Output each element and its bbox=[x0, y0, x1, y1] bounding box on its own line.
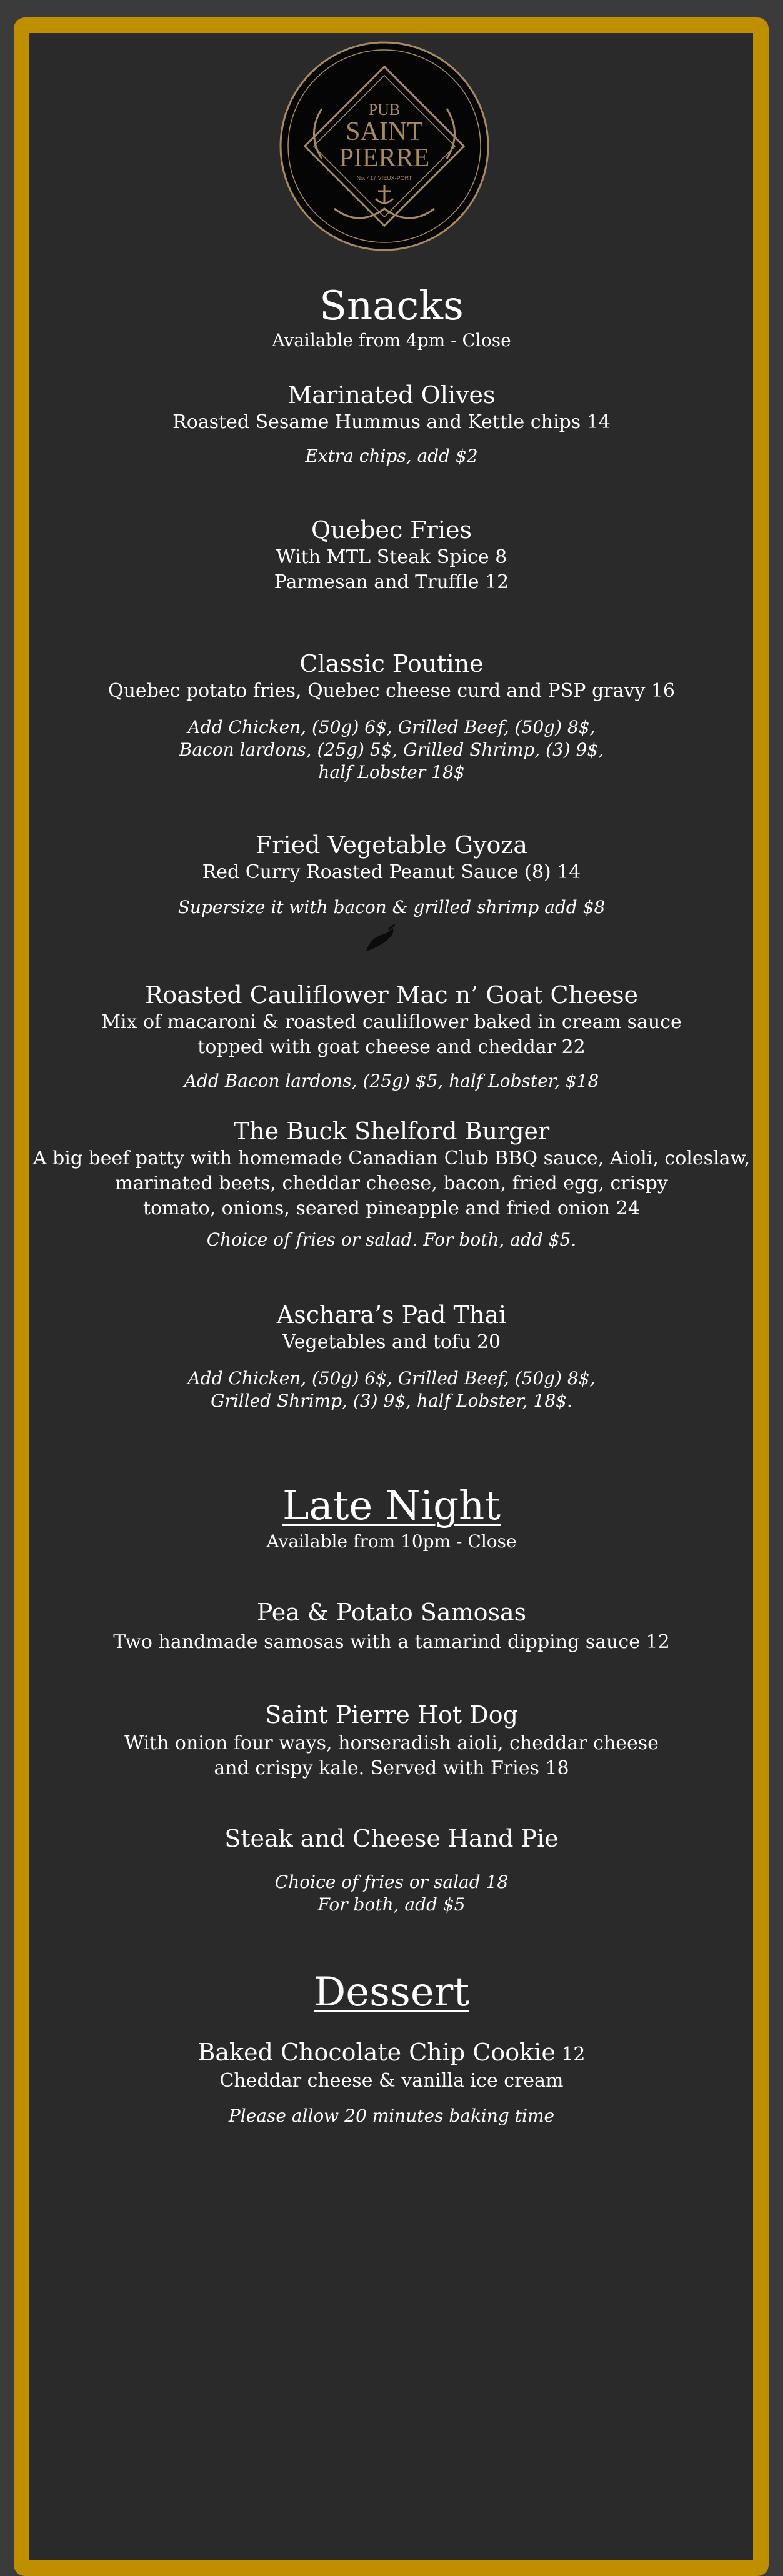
menu-item-name bbox=[0, 1117, 783, 1145]
menu-item-price: 12 bbox=[555, 2044, 586, 2065]
pub-saint-pierre-logo bbox=[278, 40, 491, 252]
logo-address-text: No. 417 VIEUX-PORT bbox=[356, 175, 412, 181]
menu-item-title: Fried Vegetable Gyoza bbox=[255, 831, 528, 859]
menu-item-note: Add Bacon lardons, (25g) $5, half Lobster, $18 bbox=[184, 1071, 599, 1091]
menu-item-description: Roasted Sesame Hummus and Kettle chips 14 bbox=[172, 411, 611, 433]
logo-pub-text: PUB bbox=[368, 101, 401, 119]
menu-item-title: Baked Chocolate Chip Cookie bbox=[197, 2039, 556, 2066]
menu-item-title: Aschara’s Pad Thai bbox=[276, 1301, 507, 1329]
menu-item-name bbox=[0, 381, 783, 409]
menu-item-name bbox=[0, 1301, 783, 1329]
snacks-availability: Available from 4pm - Close bbox=[272, 330, 511, 351]
menu-item-note: Choice of fries or salad. For both, add $5. bbox=[206, 1229, 577, 1250]
logo-saint-text: SAINT bbox=[346, 117, 423, 146]
menu-item-name bbox=[0, 516, 783, 544]
menu-item-description: With MTL Steak Spice 8 bbox=[276, 546, 507, 568]
menu-item-description: Mix of macaroni & roasted cauliflower baked in cream sauce bbox=[101, 1011, 682, 1033]
menu-item-title: Pea & Potato Samosas bbox=[256, 1599, 527, 1626]
menu-item-title: Quebec Fries bbox=[311, 516, 472, 544]
menu-item-description: Parmesan and Truffle 12 bbox=[274, 571, 509, 593]
menu-item-name bbox=[0, 650, 783, 677]
menu-item-description: A big beef patty with homemade Canadian Club BBQ sauce, Aioli, coleslaw, bbox=[32, 1147, 751, 1169]
menu-item-description: Cheddar cheese & vanilla ice cream bbox=[219, 2070, 564, 2092]
late-night-availability: Available from 10pm - Close bbox=[266, 1531, 517, 1552]
menu-item-description: tomato, onions, seared pineapple and fried onion 24 bbox=[143, 1197, 640, 1219]
menu-item-name bbox=[0, 1825, 783, 1852]
menu-item-name bbox=[0, 1701, 783, 1729]
late-night-title: Late Night bbox=[282, 1483, 501, 1529]
menu-item-note: Grilled Shrimp, (3) 9$, half Lobster, 18$. bbox=[211, 1390, 572, 1411]
menu-item-name bbox=[0, 981, 783, 1009]
menu-item-description: topped with goat cheese and cheddar 22 bbox=[197, 1036, 586, 1058]
menu-item-name bbox=[0, 831, 783, 859]
menu-item-description: Red Curry Roasted Peanut Sauce (8) 14 bbox=[202, 861, 581, 883]
menu-item-note: Bacon lardons, (25g) 5$, Grilled Shrimp, (3) 9$, bbox=[179, 739, 604, 760]
menu-item-title: Marinated Olives bbox=[287, 381, 496, 409]
menu-item-note: Choice of fries or salad 18 bbox=[274, 1872, 509, 1892]
dessert-title: Dessert bbox=[313, 1969, 470, 2015]
menu-item-title: Roasted Cauliflower Mac n’ Goat Cheese bbox=[144, 981, 639, 1009]
menu-item-note: Extra chips, add $2 bbox=[305, 446, 478, 466]
chili-pepper-icon bbox=[361, 924, 399, 955]
menu-item-title: Steak and Cheese Hand Pie bbox=[224, 1825, 559, 1852]
menu-item-note: Please allow 20 minutes baking time bbox=[228, 2105, 555, 2126]
menu-item-title: Classic Poutine bbox=[299, 650, 484, 677]
logo-pierre-text: PIERRE bbox=[339, 144, 430, 172]
menu-item-description: and crispy kale. Served with Fries 18 bbox=[214, 1757, 569, 1779]
menu-item-description: Two handmade samosas with a tamarind dipping sauce 12 bbox=[113, 1631, 670, 1653]
snacks-title: Snacks bbox=[319, 283, 464, 329]
menu-item-note: For both, add $5 bbox=[317, 1894, 466, 1915]
menu-item-title: Saint Pierre Hot Dog bbox=[265, 1701, 518, 1729]
menu-item-name bbox=[0, 1599, 783, 1626]
menu-item-note: Add Chicken, (50g) 6$, Grilled Beef, (50g) 8$, bbox=[187, 1368, 596, 1389]
menu-item-note: Add Chicken, (50g) 6$, Grilled Beef, (50g) 8$, bbox=[187, 717, 596, 737]
menu-item-description: marinated beets, cheddar cheese, bacon, fried egg, crispy bbox=[115, 1172, 668, 1194]
menu-item-note: half Lobster 18$ bbox=[318, 762, 465, 782]
menu-item-name bbox=[0, 2039, 783, 2069]
menu-item-note: Supersize it with bacon & grilled shrimp add $8 bbox=[177, 897, 606, 917]
menu-item-description: Quebec potato fries, Quebec cheese curd and PSP gravy 16 bbox=[107, 680, 676, 702]
menu-item-description: With onion four ways, horseradish aioli, cheddar cheese bbox=[124, 1732, 659, 1754]
menu-item-title: The Buck Shelford Burger bbox=[233, 1117, 550, 1145]
menu-item-description: Vegetables and tofu 20 bbox=[282, 1331, 501, 1353]
